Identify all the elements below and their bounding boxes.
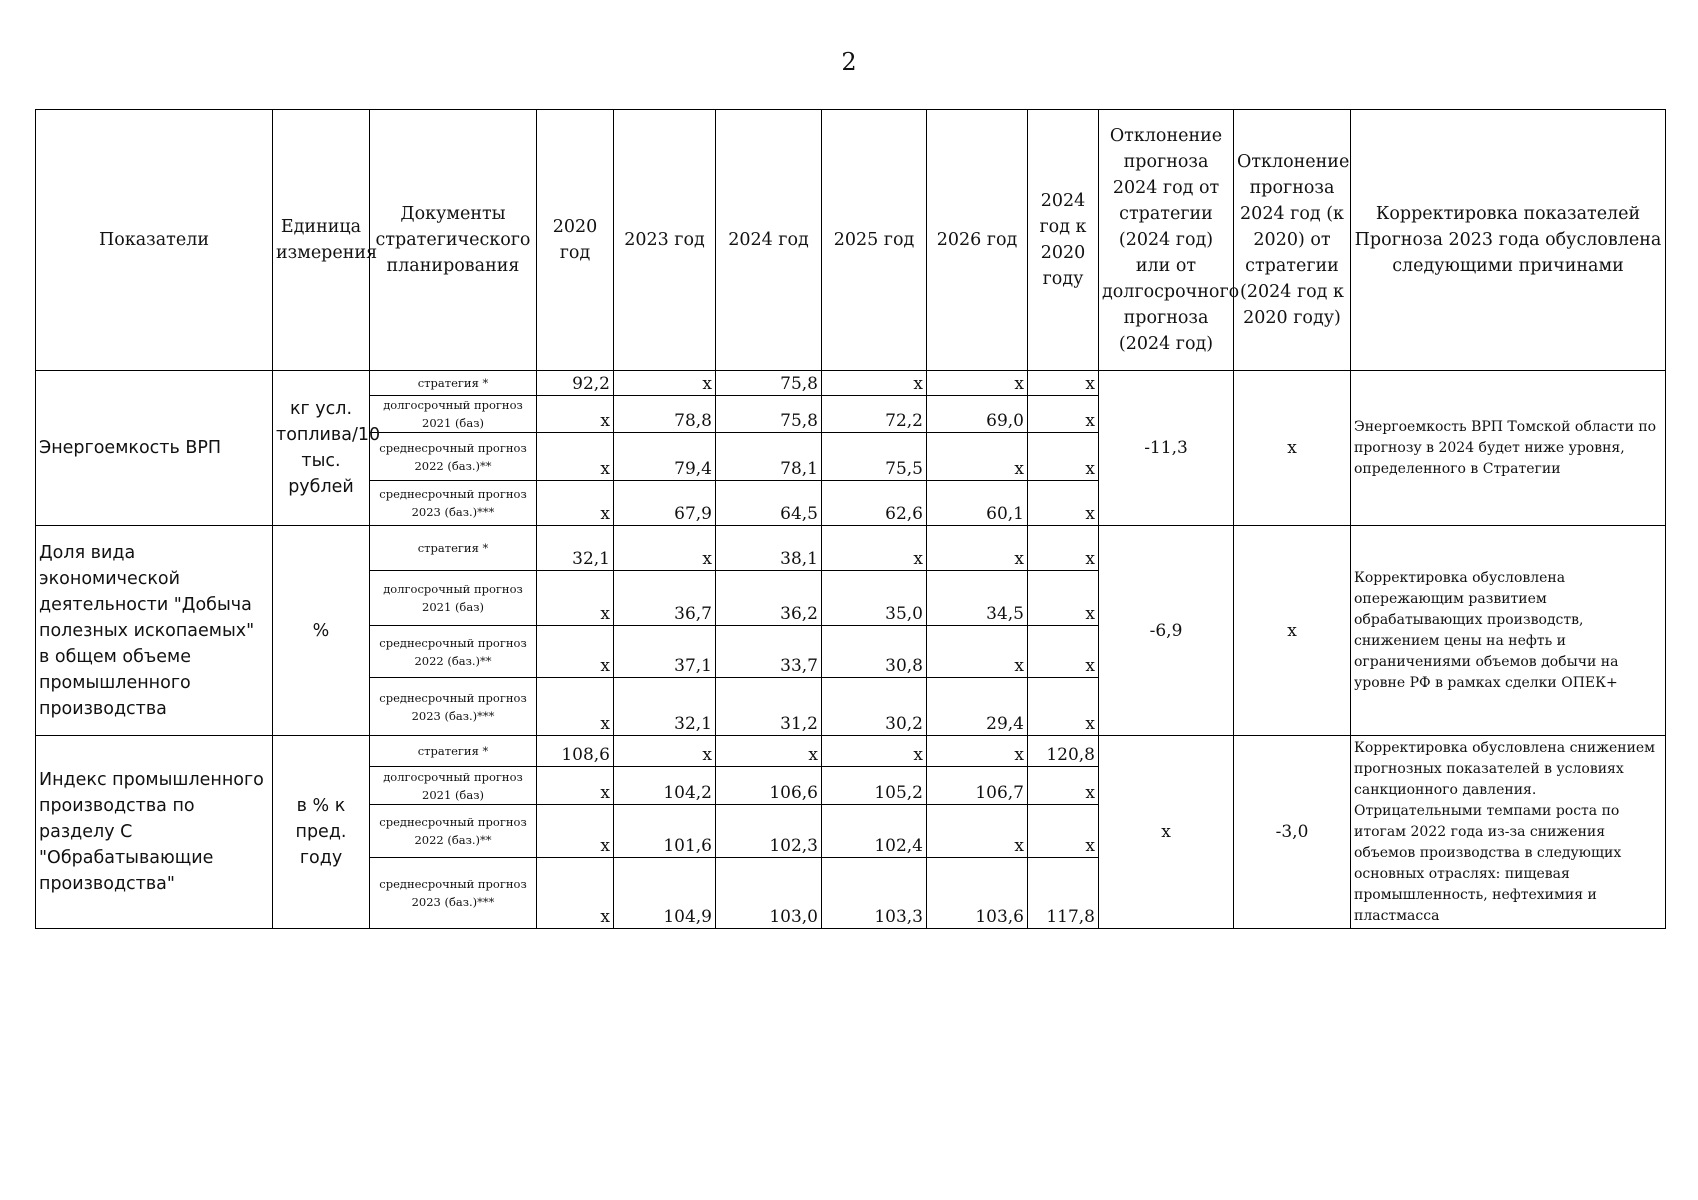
- value-2025: x: [822, 526, 927, 571]
- doc-type: долгосрочный прогноз 2021 (баз): [370, 571, 537, 626]
- indicator-name: Индекс промышленного производства по разделу С "Обрабатывающие производства": [36, 736, 273, 929]
- value-2020: x: [537, 396, 614, 433]
- value-2024-to-2020: 120,8: [1028, 736, 1099, 767]
- value-2020: x: [537, 858, 614, 929]
- value-2026: 34,5: [927, 571, 1028, 626]
- value-2023: 79,4: [614, 433, 716, 481]
- header-unit: Единица измерения: [273, 110, 370, 371]
- indicator-name: Энергоемкость ВРП: [36, 371, 273, 526]
- doc-type: среднесрочный прогноз 2023 (баз.)***: [370, 481, 537, 526]
- value-2023: 37,1: [614, 626, 716, 678]
- doc-type: стратегия *: [370, 736, 537, 767]
- value-2024-to-2020: x: [1028, 481, 1099, 526]
- reason-text: Корректировка обусловлена опережающим развитием обрабатывающих производств, снижением цены на нефть и ограничениями объемов добычи на уровне РФ в рамках сделки ОПЕК+: [1351, 526, 1666, 736]
- value-2024: 33,7: [716, 626, 822, 678]
- value-2025: 105,2: [822, 767, 927, 805]
- header-2024-to-2020: 2024 год к 2020 году: [1028, 110, 1099, 371]
- value-2024-to-2020: x: [1028, 767, 1099, 805]
- doc-type: долгосрочный прогноз 2021 (баз): [370, 767, 537, 805]
- header-2025: 2025 год: [822, 110, 927, 371]
- indicator-unit: в % к пред. году: [273, 736, 370, 929]
- header-deviation-2020: Отклонение прогноза 2024 год (к 2020) от стратегии (2024 год к 2020 году): [1234, 110, 1351, 371]
- value-2023: 67,9: [614, 481, 716, 526]
- value-2024-to-2020: x: [1028, 626, 1099, 678]
- value-2020: x: [537, 678, 614, 736]
- value-2020: x: [537, 626, 614, 678]
- indicator-unit: кг усл. топлива/10 тыс. рублей: [273, 371, 370, 526]
- value-2024: 36,2: [716, 571, 822, 626]
- value-2024: 102,3: [716, 805, 822, 858]
- value-2025: 72,2: [822, 396, 927, 433]
- value-2026: 69,0: [927, 396, 1028, 433]
- value-2026: 60,1: [927, 481, 1028, 526]
- value-2024: 103,0: [716, 858, 822, 929]
- value-2024-to-2020: 117,8: [1028, 858, 1099, 929]
- value-2023: 104,2: [614, 767, 716, 805]
- doc-type: стратегия *: [370, 371, 537, 396]
- value-2024-to-2020: x: [1028, 678, 1099, 736]
- value-2026: x: [927, 626, 1028, 678]
- deviation-strategy: x: [1099, 736, 1234, 929]
- header-row: [36, 110, 1666, 371]
- doc-type: среднесрочный прогноз 2022 (баз.)**: [370, 626, 537, 678]
- value-2024: 31,2: [716, 678, 822, 736]
- deviation-2020: x: [1234, 526, 1351, 736]
- value-2020: x: [537, 805, 614, 858]
- table-row: [36, 371, 1666, 396]
- value-2025: 62,6: [822, 481, 927, 526]
- value-2024: x: [716, 736, 822, 767]
- value-2024-to-2020: x: [1028, 396, 1099, 433]
- header-indicator: Показатели: [36, 110, 273, 371]
- value-2020: x: [537, 571, 614, 626]
- value-2025: 35,0: [822, 571, 927, 626]
- header-2026: 2026 год: [927, 110, 1028, 371]
- indicator-name: Доля вида экономической деятельности "Добыча полезных ископаемых" в общем объеме промышленного производства: [36, 526, 273, 736]
- value-2026: x: [927, 736, 1028, 767]
- value-2024: 78,1: [716, 433, 822, 481]
- value-2024-to-2020: x: [1028, 805, 1099, 858]
- value-2024: 38,1: [716, 526, 822, 571]
- header-docs: Документы стратегического планирования: [370, 110, 537, 371]
- value-2023: x: [614, 371, 716, 396]
- table-row: [36, 736, 1666, 767]
- value-2020: 32,1: [537, 526, 614, 571]
- table-row: [36, 526, 1666, 571]
- doc-type: стратегия *: [370, 526, 537, 571]
- deviation-2020: x: [1234, 371, 1351, 526]
- value-2026: 106,7: [927, 767, 1028, 805]
- value-2020: x: [537, 767, 614, 805]
- header-deviation-strategy: Отклонение прогноза 2024 год от стратегии (2024 год) или от долгосрочного прогноза (2024 год): [1099, 110, 1234, 371]
- value-2023: 32,1: [614, 678, 716, 736]
- value-2020: 92,2: [537, 371, 614, 396]
- value-2026: x: [927, 805, 1028, 858]
- value-2025: 75,5: [822, 433, 927, 481]
- header-2020: 2020 год: [537, 110, 614, 371]
- value-2025: 103,3: [822, 858, 927, 929]
- value-2024-to-2020: x: [1028, 433, 1099, 481]
- value-2026: x: [927, 371, 1028, 396]
- indicator-unit: %: [273, 526, 370, 736]
- value-2024: 106,6: [716, 767, 822, 805]
- value-2023: 78,8: [614, 396, 716, 433]
- reason-text: Энергоемкость ВРП Томской области по прогнозу в 2024 будет ниже уровня, определенного в Стратегии: [1351, 371, 1666, 526]
- page-number: 2: [841, 48, 857, 76]
- value-2023: 104,9: [614, 858, 716, 929]
- value-2024: 75,8: [716, 371, 822, 396]
- value-2025: x: [822, 371, 927, 396]
- value-2020: x: [537, 481, 614, 526]
- value-2020: 108,6: [537, 736, 614, 767]
- doc-type: долгосрочный прогноз 2021 (баз): [370, 396, 537, 433]
- value-2023: 36,7: [614, 571, 716, 626]
- value-2023: x: [614, 736, 716, 767]
- doc-type: среднесрочный прогноз 2023 (баз.)***: [370, 858, 537, 929]
- forecast-table: [35, 109, 1666, 929]
- value-2023: 101,6: [614, 805, 716, 858]
- value-2024-to-2020: x: [1028, 526, 1099, 571]
- deviation-2020: -3,0: [1234, 736, 1351, 929]
- value-2025: x: [822, 736, 927, 767]
- header-2023: 2023 год: [614, 110, 716, 371]
- value-2025: 30,2: [822, 678, 927, 736]
- reason-text: Корректировка обусловлена снижением прогнозных показателей в условиях санкционного давления. Отрицательными темпами роста по итогам 2022 года из-за снижения объемов производства в следующих основных отраслях: пищевая промышленность, нефтехимия и пластмасса: [1351, 736, 1666, 929]
- doc-type: среднесрочный прогноз 2022 (баз.)**: [370, 433, 537, 481]
- value-2025: 102,4: [822, 805, 927, 858]
- doc-type: среднесрочный прогноз 2022 (баз.)**: [370, 805, 537, 858]
- value-2024: 75,8: [716, 396, 822, 433]
- value-2024-to-2020: x: [1028, 371, 1099, 396]
- value-2026: 29,4: [927, 678, 1028, 736]
- header-reasons: Корректировка показателей Прогноза 2023 года обусловлена следующими причинами: [1351, 110, 1666, 371]
- value-2024: 64,5: [716, 481, 822, 526]
- value-2025: 30,8: [822, 626, 927, 678]
- value-2020: x: [537, 433, 614, 481]
- value-2023: x: [614, 526, 716, 571]
- value-2026: 103,6: [927, 858, 1028, 929]
- value-2024-to-2020: x: [1028, 571, 1099, 626]
- deviation-strategy: -11,3: [1099, 371, 1234, 526]
- doc-type: среднесрочный прогноз 2023 (баз.)***: [370, 678, 537, 736]
- value-2026: x: [927, 526, 1028, 571]
- header-2024: 2024 год: [716, 110, 822, 371]
- value-2026: x: [927, 433, 1028, 481]
- deviation-strategy: -6,9: [1099, 526, 1234, 736]
